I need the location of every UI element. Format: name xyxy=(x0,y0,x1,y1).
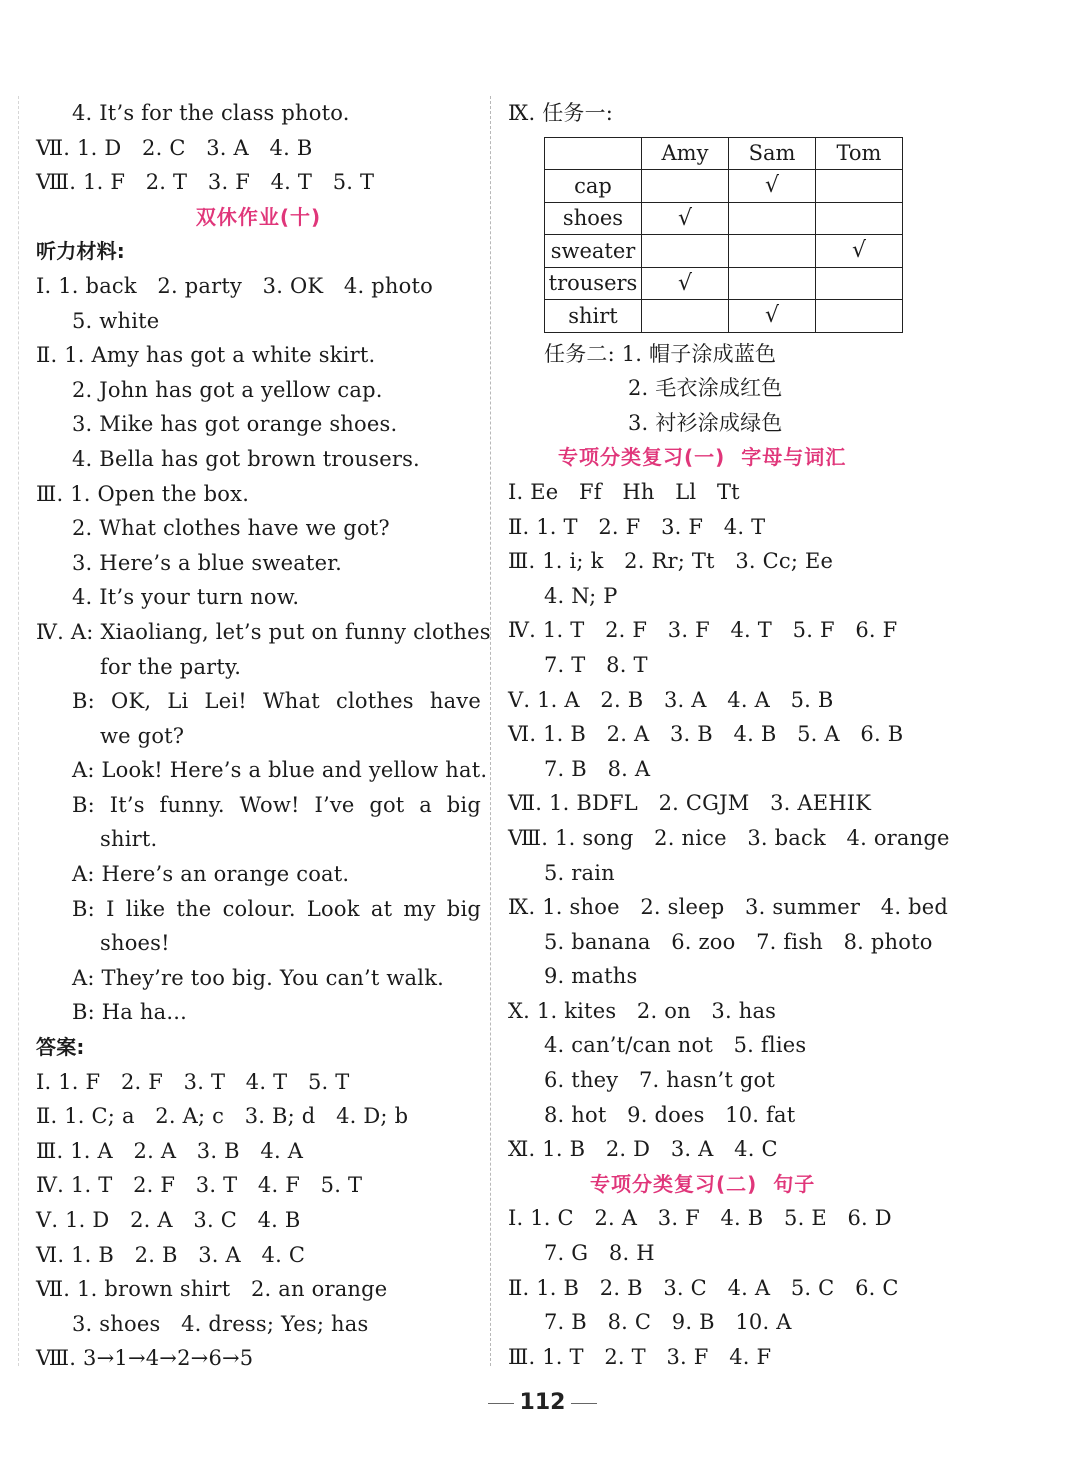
table-cell xyxy=(729,202,816,235)
text-line: 5. white xyxy=(72,308,160,333)
answer-line: Ⅲ. 1. T 2. T 3. F 4. F xyxy=(508,1344,772,1369)
answer-line: Ⅰ. 1. F 2. F 3. T 4. T 5. T xyxy=(36,1069,350,1094)
table-row xyxy=(545,202,903,235)
right-column xyxy=(508,96,950,1374)
text-line: 4. It’s your turn now. xyxy=(72,585,300,610)
task2-line: 3. 衬衫涂成绿色 xyxy=(628,410,783,435)
text-line: Ⅶ. 1. D 2. C 3. A 4. B xyxy=(36,135,313,160)
table-cell xyxy=(729,235,816,268)
dialogue-line: A: Look! Here’s a blue and yellow hat. xyxy=(72,758,488,783)
text-line: Ⅲ. 1. Open the box. xyxy=(36,481,250,506)
section-heading-listening: 听力材料: xyxy=(36,239,125,264)
text-line: Ⅰ. 1. back 2. party 3. OK 4. photo xyxy=(36,273,433,298)
left-binding-edge xyxy=(18,96,19,1366)
table-cell xyxy=(642,235,729,268)
answer-line: 6. they 7. hasn’t got xyxy=(544,1068,775,1093)
answer-line: Ⅱ. 1. B 2. B 3. C 4. A 5. C 6. C xyxy=(508,1275,899,1300)
answer-line: 3. shoes 4. dress; Yes; has xyxy=(72,1311,369,1336)
text-line: 3. Here’s a blue sweater. xyxy=(72,550,343,575)
table-row xyxy=(545,267,903,300)
text-line: Ⅷ. 1. F 2. T 3. F 4. T 5. T xyxy=(36,170,375,195)
table-row xyxy=(545,235,903,268)
answer-line: Ⅰ. Ee Ff Hh Ll Tt xyxy=(508,479,740,504)
table-cell xyxy=(545,137,642,170)
answer-line: 5. banana 6. zoo 7. fish 8. photo xyxy=(544,929,933,954)
table-cell: sweater xyxy=(545,235,642,268)
dialogue-line: shoes! xyxy=(100,931,170,956)
table-header-sam: Sam xyxy=(729,137,816,170)
text-line: 2. John has got a yellow cap. xyxy=(72,377,383,402)
table-cell: shirt xyxy=(545,300,642,333)
answer-line: Ⅳ. 1. T 2. F 3. F 4. T 5. F 6. F xyxy=(508,618,898,643)
column-divider xyxy=(490,96,491,1366)
table-cell xyxy=(816,267,903,300)
answer-line: Ⅲ. 1. A 2. A 3. B 4. A xyxy=(36,1138,304,1163)
table-row xyxy=(545,300,903,333)
answer-line: Ⅺ. 1. B 2. D 3. A 4. C xyxy=(508,1137,778,1162)
answer-line: 7. G 8. H xyxy=(544,1241,655,1266)
answer-line: 7. B 8. C 9. B 10. A xyxy=(544,1310,792,1335)
footer-dash xyxy=(488,1403,514,1404)
text-line: 4. It’s for the class photo. xyxy=(72,101,350,125)
table-cell: shoes xyxy=(545,202,642,235)
table-header-amy: Amy xyxy=(642,137,729,170)
dialogue-line: B: I like the colour. Look at my big xyxy=(72,896,481,921)
left-column xyxy=(36,96,491,1376)
section-title: 专项分类复习(二) 句子 xyxy=(590,1171,816,1196)
answer-line: Ⅳ. 1. T 2. F 3. T 4. F 5. T xyxy=(36,1173,363,1198)
table-cell xyxy=(816,300,903,333)
table-header-tom: Tom xyxy=(816,137,903,170)
dialogue-line: B: Ha ha... xyxy=(72,1000,187,1025)
table-cell xyxy=(816,202,903,235)
answer-line: 4. can’t/can not 5. flies xyxy=(544,1033,807,1058)
answer-line: Ⅵ. 1. B 2. B 3. A 4. C xyxy=(36,1242,306,1267)
dialogue-line: shirt. xyxy=(100,827,158,852)
dialogue-line: for the party. xyxy=(100,654,242,679)
section-heading-answers: 答案: xyxy=(36,1035,85,1060)
answer-line: Ⅱ. 1. C; a 2. A; c 3. B; d 4. D; b xyxy=(36,1104,409,1129)
dialogue-line: Ⅳ. A: Xiaoliang, let’s put on funny clothes xyxy=(36,619,491,644)
page-number-footer xyxy=(0,1390,1085,1415)
table-cell xyxy=(642,170,729,203)
dialogue-line: we got? xyxy=(100,723,185,748)
answer-line: 8. hot 9. does 10. fat xyxy=(544,1102,796,1127)
answer-line: 4. N; P xyxy=(544,583,618,608)
answer-line: Ⅶ. 1. brown shirt 2. an orange xyxy=(36,1277,388,1302)
task1-table xyxy=(544,137,903,333)
table-cell: √ xyxy=(642,202,729,235)
answer-line: 5. rain xyxy=(544,860,615,885)
answer-line: Ⅸ. 1. shoe 2. sleep 3. summer 4. bed xyxy=(508,895,949,920)
text-line: 2. What clothes have we got? xyxy=(72,516,390,541)
table-cell: cap xyxy=(545,170,642,203)
table-header-row xyxy=(545,137,903,170)
answer-line: Ⅲ. 1. i; k 2. Rr; Tt 3. Cc; Ee xyxy=(508,549,834,574)
dialogue-line: A: Here’s an orange coat. xyxy=(72,862,350,887)
text-line: 3. Mike has got orange shoes. xyxy=(72,412,398,437)
answer-line: 7. T 8. T xyxy=(544,652,648,677)
table-row xyxy=(545,170,903,203)
answer-line: Ⅷ. 1. song 2. nice 3. back 4. orange xyxy=(508,825,950,850)
answer-line: Ⅴ. 1. A 2. B 3. A 4. A 5. B xyxy=(508,687,834,712)
section-title: 专项分类复习(一) 字母与词汇 xyxy=(558,445,847,470)
text-line: 4. Bella has got brown trousers. xyxy=(72,446,420,471)
answer-line: Ⅶ. 1. BDFL 2. CGJM 3. AEHIK xyxy=(508,791,872,816)
table-cell: trousers xyxy=(545,267,642,300)
table-cell xyxy=(729,267,816,300)
answer-line: Ⅵ. 1. B 2. A 3. B 4. B 5. A 6. B xyxy=(508,722,904,747)
dialogue-line: B: OK, Li Lei! What clothes have xyxy=(72,689,481,714)
table-cell: √ xyxy=(729,300,816,333)
task2-line: 2. 毛衣涂成红色 xyxy=(628,376,783,401)
section-title: 双休作业(十) xyxy=(195,204,322,229)
dialogue-line: B: It’s funny. Wow! I’ve got a big xyxy=(72,792,481,817)
dialogue-line: A: They’re too big. You can’t walk. xyxy=(72,965,444,990)
answer-line: Ⅷ. 3→1→4→2→6→5 xyxy=(36,1346,254,1371)
table-cell xyxy=(642,300,729,333)
table-cell xyxy=(816,170,903,203)
table-cell: √ xyxy=(816,235,903,268)
answer-line: Ⅱ. 1. T 2. F 3. F 4. T xyxy=(508,514,766,539)
text-line: Ⅱ. 1. Amy has got a white skirt. xyxy=(36,343,376,368)
answer-line: Ⅴ. 1. D 2. A 3. C 4. B xyxy=(36,1208,301,1232)
footer-dash xyxy=(571,1403,597,1404)
answer-line: Ⅹ. 1. kites 2. on 3. has xyxy=(508,998,777,1023)
answer-line: 9. maths xyxy=(544,964,638,989)
page-number: 112 xyxy=(519,1390,566,1415)
task1-label: Ⅸ. 任务一: xyxy=(508,101,614,125)
answer-line: Ⅰ. 1. C 2. A 3. F 4. B 5. E 6. D xyxy=(508,1206,892,1231)
answer-line: 7. B 8. A xyxy=(544,756,651,781)
table-cell: √ xyxy=(642,267,729,300)
table-cell: √ xyxy=(729,170,816,203)
task2-line: 任务二: 1. 帽子涂成蓝色 xyxy=(544,341,777,366)
